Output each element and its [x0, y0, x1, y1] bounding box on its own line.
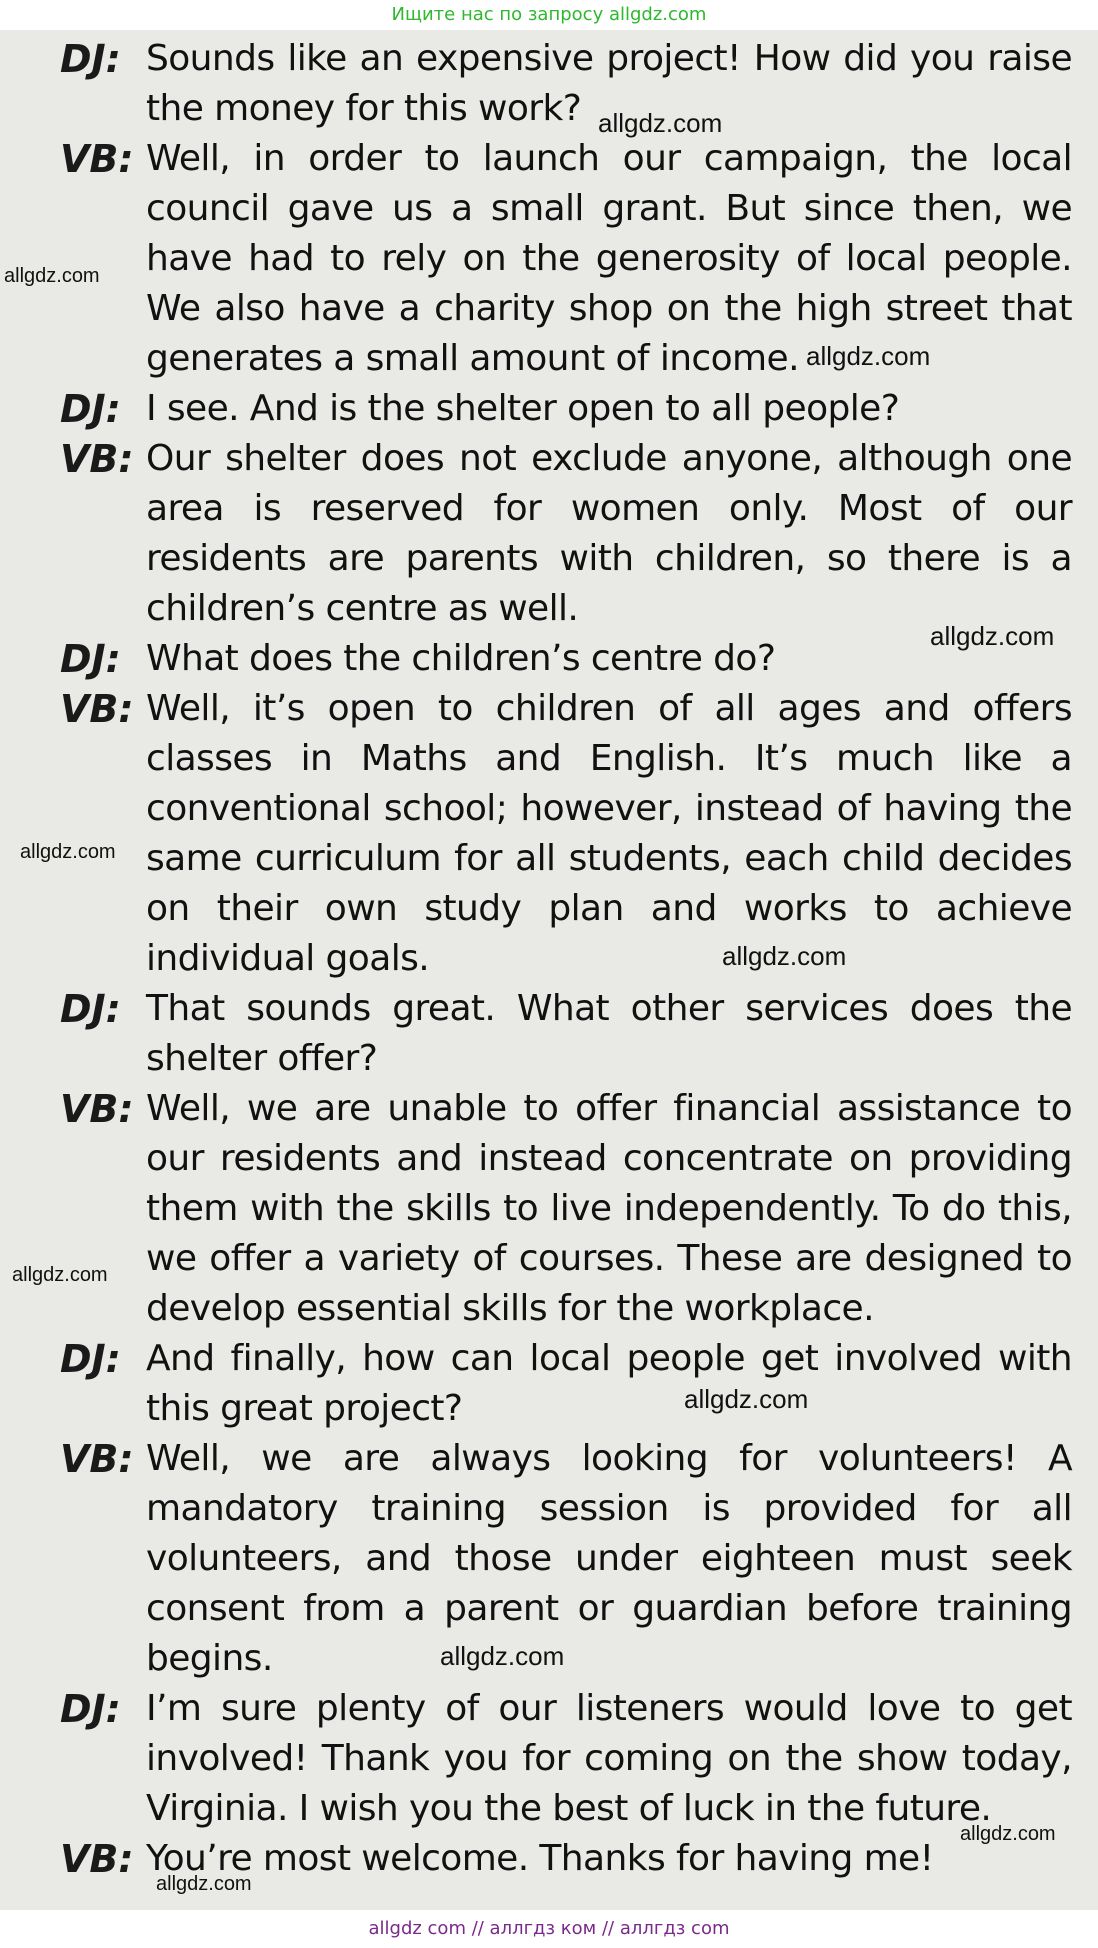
watermark: allgdz.com [960, 1823, 1056, 1845]
dialogue-turn [60, 684, 1072, 984]
watermark: allgdz.com [598, 108, 723, 138]
watermark: allgdz.com [806, 341, 931, 371]
dialogue-turn [60, 434, 1072, 634]
dialogue-turn [60, 1434, 1072, 1684]
watermark: allgdz.com [440, 1641, 565, 1671]
utterance-text: Well, we are always looking for volunteers! A mandatory training session is provided for all volunteers, and those under eighteen must seek consent from a parent or guardian before training begins. [146, 1438, 1072, 1679]
utterance-text: Well, we are unable to offer financial assistance to our residents and instead concentrate on providing them with the skills to live independently. To do this, we offer a variety of courses. These are designed to develop essential skills for the workplace. [146, 1088, 1072, 1329]
speaker-label: DJ: [60, 1337, 121, 1381]
dialogue-turn [60, 984, 1072, 1084]
bottom-banner[interactable]: allgdz com // аллгдз ком // аллгдз com [0, 1910, 1098, 1948]
speaker-label: VB: [60, 137, 134, 181]
dialogue-turn [60, 634, 1072, 684]
watermark: allgdz.com [684, 1384, 809, 1414]
top-banner[interactable]: Ищите нас по запросу allgdz.com [0, 0, 1098, 30]
utterance-text: I see. And is the shelter open to all people? [146, 388, 900, 429]
utterance-text: Well, in order to launch our campaign, the local council gave us a small grant. But since then, we have had to rely on the generosity of local people. We also have a charity shop on the high street that generates a small amount of income. [146, 138, 1072, 379]
dialogue-transcript [60, 34, 1072, 1884]
speaker-label: VB: [60, 1087, 134, 1131]
speaker-label: DJ: [60, 37, 121, 81]
watermark: allgdz.com [4, 265, 100, 287]
dialogue-turn [60, 34, 1072, 134]
speaker-label: DJ: [60, 1687, 121, 1731]
speaker-label: VB: [60, 1437, 134, 1481]
speaker-label: DJ: [60, 637, 121, 681]
dialogue-turn [60, 1684, 1072, 1834]
utterance-text: Well, it’s open to children of all ages and offers classes in Maths and English. It’s much like a conventional school; however, instead of having the same curriculum for all students, each child decides on their own study plan and works to achieve individual goals. [146, 688, 1072, 979]
utterance-text: What does the children’s centre do? [146, 638, 776, 679]
watermark: allgdz.com [722, 941, 847, 971]
speaker-label: VB: [60, 1837, 134, 1881]
dialogue-turn [60, 384, 1072, 434]
utterance-text: And finally, how can local people get involved with this great project? [146, 1338, 1072, 1429]
utterance-text: Our shelter does not exclude anyone, although one area is reserved for women only. Most of our residents are parents with children, so there is a children’s centre as well. [146, 438, 1072, 629]
watermark: allgdz.com [12, 1264, 108, 1286]
watermark: allgdz.com [20, 841, 116, 863]
speaker-label: VB: [60, 687, 134, 731]
speaker-label: DJ: [60, 987, 121, 1031]
dialogue-turn [60, 1334, 1072, 1434]
utterance-text: Sounds like an expensive project! How did you raise the money for this work? [146, 38, 1072, 129]
watermark: allgdz.com [930, 621, 1055, 651]
utterance-text: You’re most welcome. Thanks for having me! [146, 1838, 934, 1879]
utterance-text: I’m sure plenty of our listeners would love to get involved! Thank you for coming on the show today, Virginia. I wish you the best of luck in the future. [146, 1688, 1072, 1829]
dialogue-turn [60, 1084, 1072, 1334]
watermark: allgdz.com [156, 1873, 252, 1895]
utterance-text: That sounds great. What other services does the shelter offer? [146, 988, 1072, 1079]
speaker-label: VB: [60, 437, 134, 481]
speaker-label: DJ: [60, 387, 121, 431]
